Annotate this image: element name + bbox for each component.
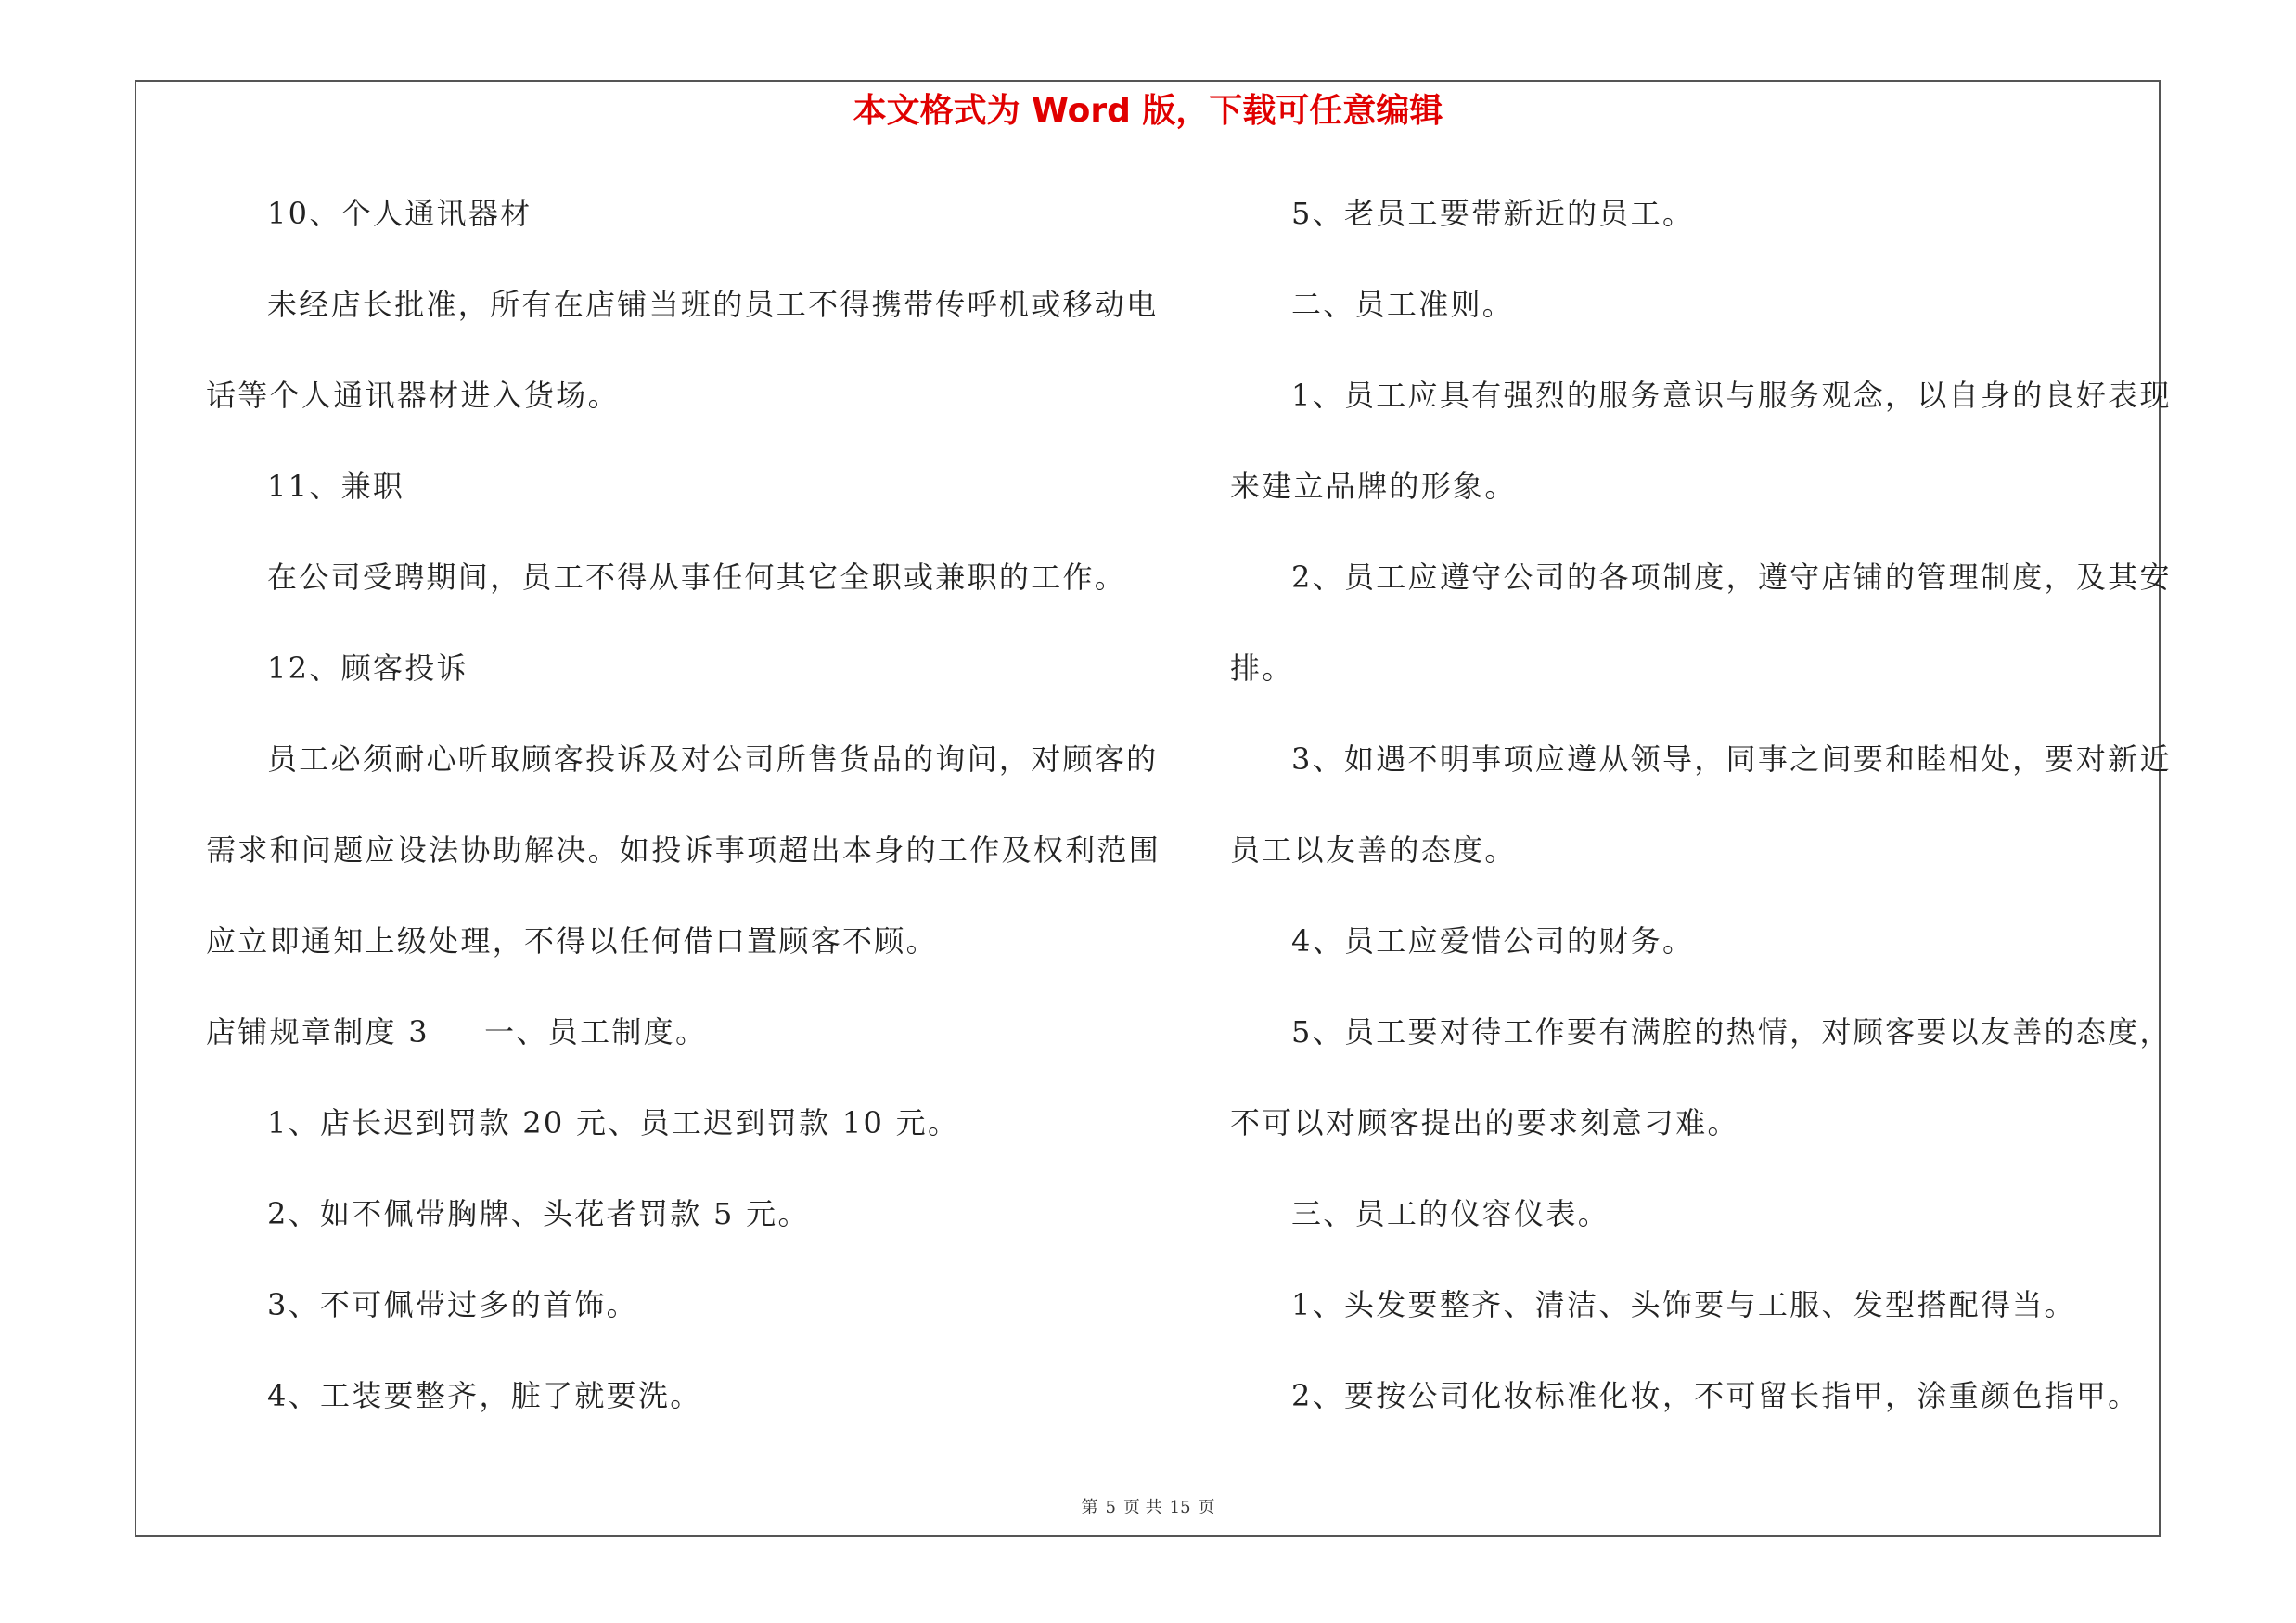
footer-suffix: 页	[1198, 1498, 1215, 1517]
text-line: 4、员工应爱惜公司的财务。	[1291, 923, 1695, 959]
text-line: 3、如遇不明事项应遵从领导，同事之间要和睦相处，要对新近	[1291, 741, 2172, 777]
left-column	[206, 182, 1161, 1455]
text-line: 员工必须耐心听取顾客投诉及对公司所售货品的询问，对顾客的	[267, 741, 1159, 777]
footer-total-pages: 15	[1169, 1498, 1191, 1517]
text-line: 5、老员工要带新近的员工。	[1291, 196, 1695, 231]
text-line: 12、顾客投诉	[267, 650, 468, 686]
text-line: 3、不可佩带过多的首饰。	[267, 1287, 638, 1322]
text-line: 2、如不佩带胸牌、头花者罚款 5 元。	[267, 1196, 810, 1231]
text-line: 来建立品牌的形象。	[1230, 469, 1517, 504]
text-line: 三、员工的仪容仪表。	[1291, 1196, 1610, 1231]
text-line: 2、员工应遵守公司的各项制度，遵守店铺的管理制度，及其安	[1291, 560, 2172, 595]
footer-current-page: 5	[1105, 1498, 1116, 1517]
text-line: 需求和问题应设法协助解决。如投诉事项超出本身的工作及权利范围	[206, 832, 1161, 868]
text-line: 二、员工准则。	[1291, 287, 1515, 322]
text-line: 5、员工要对待工作要有满腔的热情，对顾客要以友善的态度，	[1291, 1014, 2172, 1050]
text-line: 不可以对顾客提出的要求刻意刁难。	[1230, 1105, 1739, 1140]
text-line: 在公司受聘期间，员工不得从事任何其它全职或兼职的工作。	[267, 560, 1127, 595]
format-banner: 本文格式为 Word 版，下载可任意编辑	[853, 92, 1443, 130]
text-line: 话等个人通讯器材进入货场。	[206, 378, 620, 413]
text-line: 店铺规章制度 3 一、员工制度。	[206, 1014, 708, 1050]
text-line: 2、要按公司化妆标准化妆，不可留长指甲，涂重颜色指甲。	[1291, 1378, 2140, 1413]
text-line: 排。	[1230, 650, 1294, 686]
text-line: 1、头发要整齐、清洁、头饰要与工服、发型搭配得当。	[1291, 1287, 2076, 1322]
text-line: 4、工装要整齐，脏了就要洗。	[267, 1378, 702, 1413]
footer-prefix: 第	[1081, 1498, 1098, 1517]
footer-middle: 页 共	[1122, 1498, 1162, 1517]
page-footer	[0, 1494, 2296, 1518]
text-line: 应立即通知上级处理，不得以任何借口置顾客不顾。	[206, 923, 938, 959]
text-line: 员工以友善的态度。	[1230, 832, 1517, 868]
text-line: 1、店长迟到罚款 20 元、员工迟到罚款 10 元。	[267, 1105, 960, 1140]
right-column	[1230, 182, 2172, 1455]
text-line: 11、兼职	[267, 469, 405, 504]
text-line: 10、个人通讯器材	[267, 196, 532, 231]
text-line: 1、员工应具有强烈的服务意识与服务观念，以自身的良好表现	[1291, 378, 2172, 413]
text-line: 未经店长批准，所有在店铺当班的员工不得携带传呼机或移动电	[267, 287, 1159, 322]
